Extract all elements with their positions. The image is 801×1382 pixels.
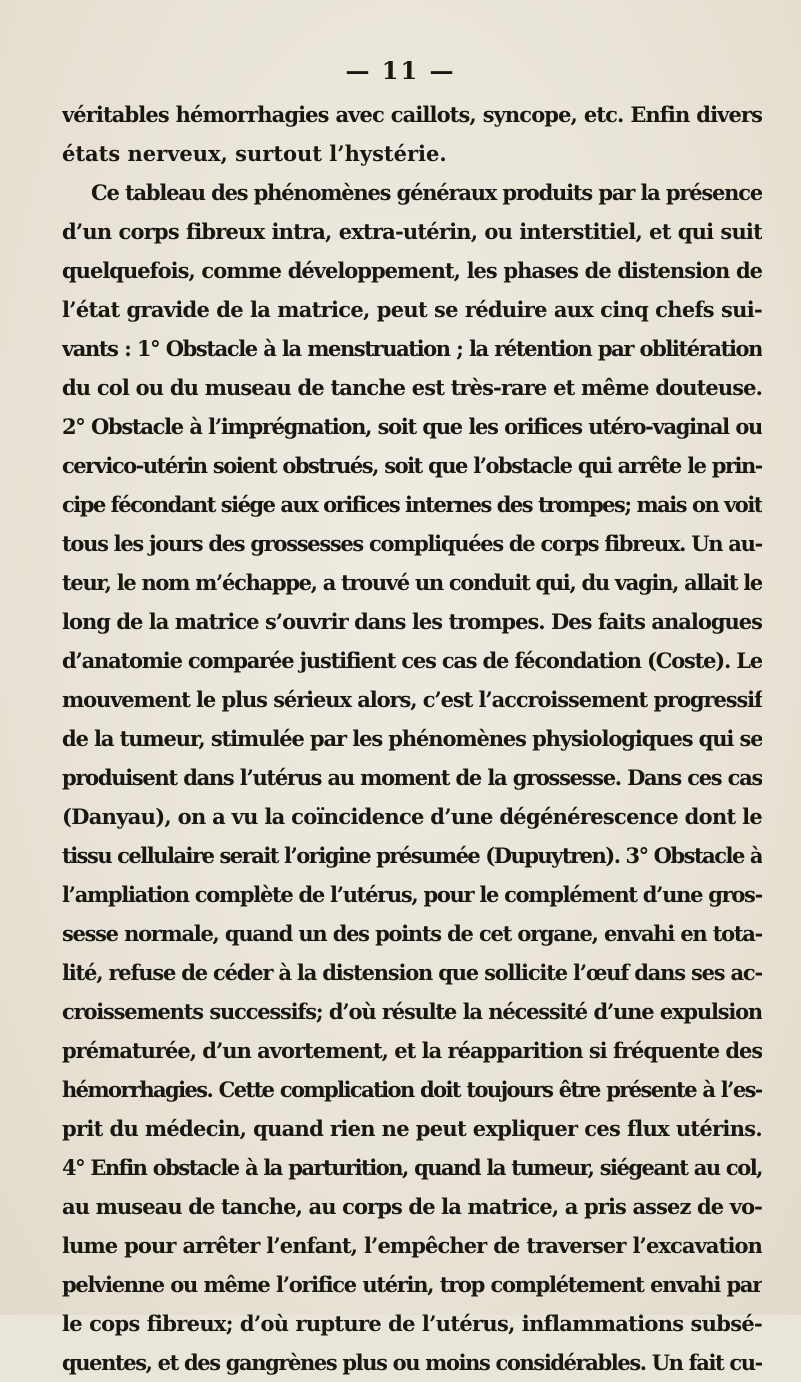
text-line: de la tumeur, stimulée par les phénomènes physiologiques qui se <box>62 726 762 751</box>
text-line: lume pour arrêter l’enfant, l’empêcher de traverser l’excavation <box>62 1233 762 1258</box>
text-line: pelvienne ou même l’orifice utérin, trop complétement envahi par <box>62 1272 762 1297</box>
text-line: teur, le nom m’échappe, a trouvé un conduit qui, du vagin, allait le <box>62 570 762 595</box>
text-line: prit du médecin, quand rien ne peut expliquer ces flux utérins. <box>62 1116 762 1141</box>
text-line: lité, refuse de céder à la distension que sollicite l’œuf dans ses ac- <box>62 960 762 985</box>
text-line: le cops fibreux; d’où rupture de l’utérus, inflammations subsé- <box>62 1311 762 1336</box>
text-line: Ce tableau des phénomènes généraux produits par la présence <box>91 180 762 205</box>
body-text <box>62 95 762 1382</box>
text-line: d’un corps fibreux intra, extra-utérin, ou interstitiel, et qui suit <box>62 219 762 244</box>
text-line: quentes, et des gangrènes plus ou moins considérables. Un fait cu- <box>62 1350 762 1375</box>
page-number: — 11 — <box>345 56 456 85</box>
text-line: l’état gravide de la matrice, peut se réduire aux cinq chefs sui- <box>62 297 762 322</box>
text-line: d’anatomie comparée justifient ces cas de fécondation (Coste). Le <box>62 648 762 673</box>
text-line: mouvement le plus sérieux alors, c’est l’accroissement progressif <box>62 687 762 712</box>
text-line: sesse normale, quand un des points de cet organe, envahi en tota- <box>62 921 762 946</box>
text-line: vants : 1° Obstacle à la menstruation ; la rétention par oblitération <box>62 336 762 361</box>
text-line: 2° Obstacle à l’imprégnation, soit que les orifices utéro-vaginal ou <box>62 414 762 439</box>
text-line: produisent dans l’utérus au moment de la grossesse. Dans ces cas <box>62 765 762 790</box>
text-line: croissements successifs; d’où résulte la nécessité d’une expulsion <box>62 999 762 1024</box>
text-line: long de la matrice s’ouvrir dans les trompes. Des faits analogues <box>62 609 762 634</box>
text-line: quelquefois, comme développement, les phases de distension de <box>62 258 762 283</box>
text-line: 4° Enfin obstacle à la parturition, quand la tumeur, siégeant au col, <box>62 1155 762 1180</box>
text-line: hémorrhagies. Cette complication doit toujours être présente à l’es- <box>62 1077 762 1102</box>
text-line: au museau de tanche, au corps de la matrice, a pris assez de vo- <box>62 1194 762 1219</box>
text-line: (Danyau), on a vu la coïncidence d’une dégénérescence dont le <box>62 804 762 829</box>
text-line: l’ampliation complète de l’utérus, pour le complément d’une gros- <box>62 882 762 907</box>
text-line: du col ou du museau de tanche est très-rare et même douteuse. <box>62 375 762 400</box>
text-line: véritables hémorrhagies avec caillots, syncope, etc. Enfin divers <box>62 102 762 127</box>
text-line: états nerveux, surtout l’hystérie. <box>62 141 447 166</box>
text-line: cipe fécondant siége aux orifices internes des trompes; mais on voit <box>62 492 762 517</box>
text-line: prématurée, d’un avortement, et la réapparition si fréquente des <box>62 1038 762 1063</box>
text-line: cervico-utérin soient obstrués, soit que l’obstacle qui arrête le prin- <box>62 453 762 478</box>
text-line: tous les jours des grossesses compliquées de corps fibreux. Un au- <box>62 531 762 556</box>
text-line: tissu cellulaire serait l’origine présumée (Dupuytren). 3° Obstacle à <box>62 843 762 868</box>
